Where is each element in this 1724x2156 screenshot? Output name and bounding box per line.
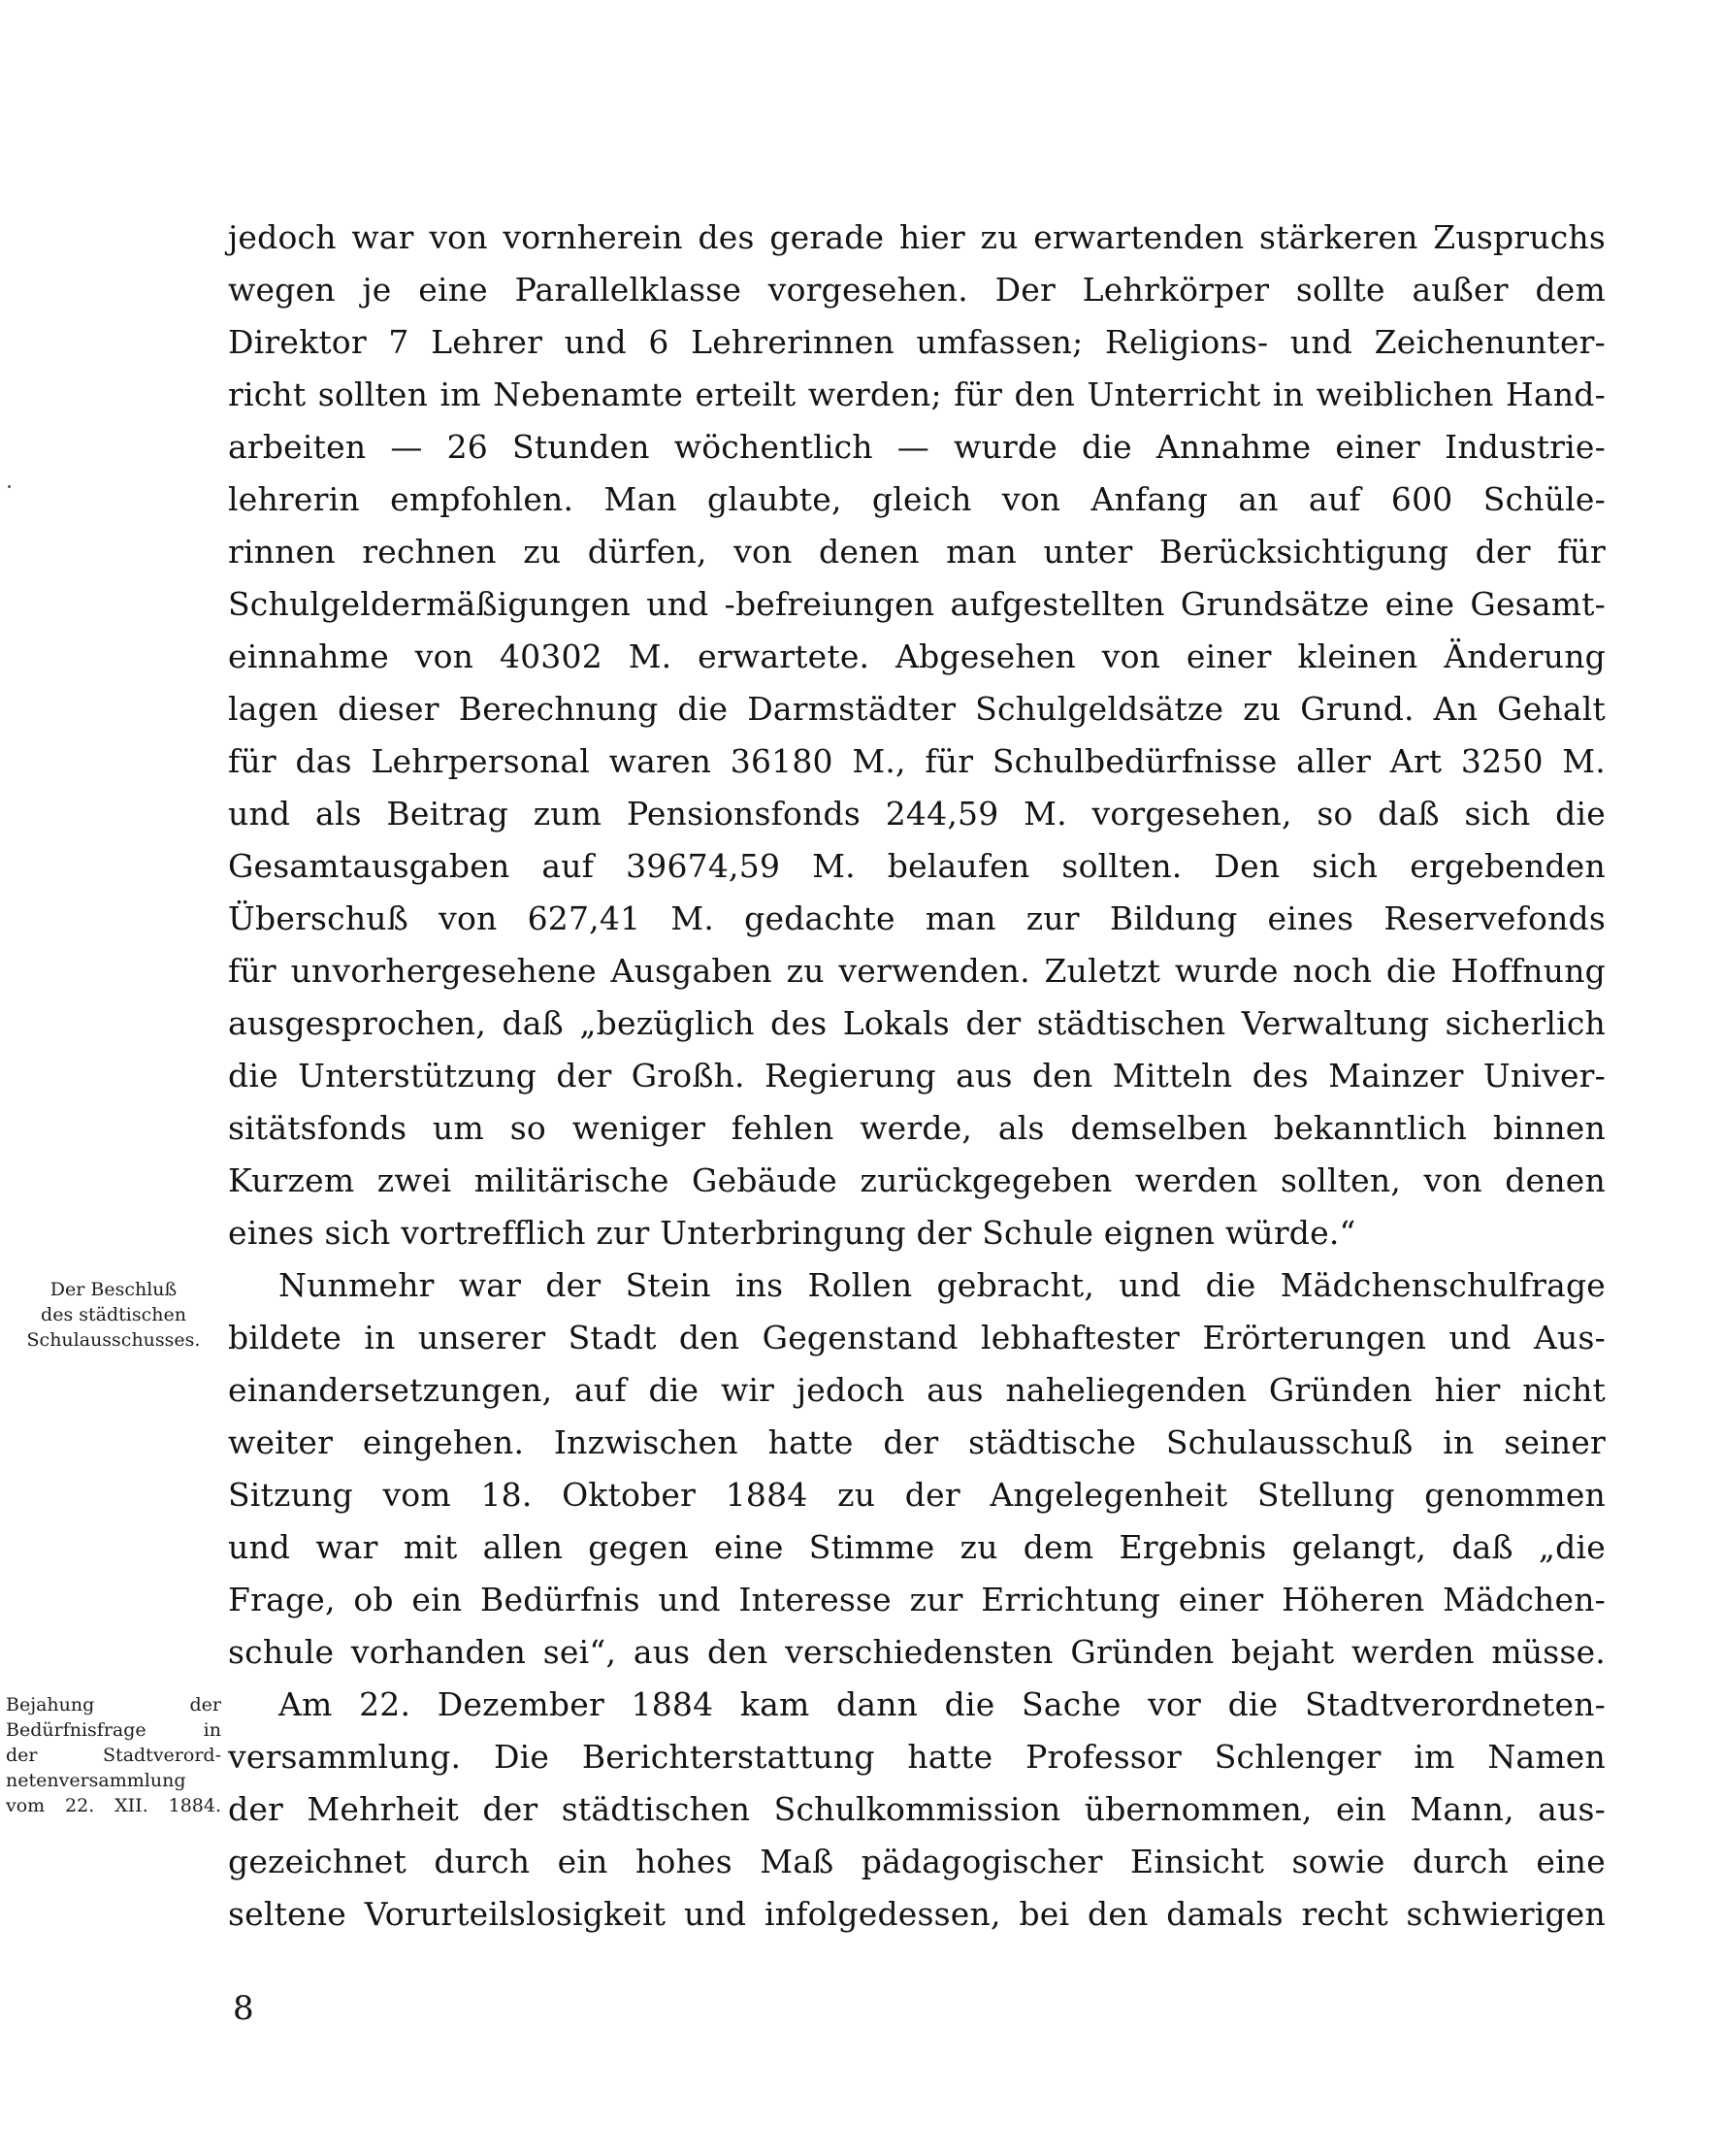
- page-number: 8: [233, 1989, 254, 2028]
- margin-note-line: Schulausschusses.: [26, 1329, 201, 1351]
- scan-speck: [8, 485, 11, 488]
- paragraph-start-line: Am 22. Dezember 1884 kam dann die Sache vor die Stadtverordneten-: [278, 1685, 1606, 1723]
- text-line: jedoch war von vornherein des gerade hier zu erwartenden stärkeren Zuspruchs: [228, 218, 1606, 256]
- text-line: gezeichnet durch ein hohes Maß pädagogischer Einsicht sowie durch eine: [228, 1843, 1606, 1880]
- text-line: Kurzem zwei militärische Gebäude zurückgegeben werden sollten, von denen: [228, 1161, 1606, 1199]
- text-line: sitätsfonds um so weniger fehlen werde, als demselben bekanntlich binnen: [228, 1109, 1606, 1147]
- margin-note-line: Bejahung der: [6, 1694, 221, 1715]
- text-line: und war mit allen gegen eine Stimme zu dem Ergebnis gelangt, daß „die: [228, 1528, 1606, 1566]
- text-line: rinnen rechnen zu dürfen, von denen man unter Berücksichtigung der für: [228, 533, 1606, 571]
- text-line: arbeiten — 26 Stunden wöchentlich — wurde die Annahme einer Industrie-: [228, 428, 1606, 466]
- text-line: Direktor 7 Lehrer und 6 Lehrerinnen umfassen; Religions- und Zeichenunter-: [228, 323, 1606, 361]
- text-line: einnahme von 40302 M. erwartete. Abgesehen von einer kleinen Änderung: [228, 637, 1606, 675]
- text-line: richt sollten im Nebenamte erteilt werden; für den Unterricht in weiblichen Hand-: [228, 376, 1606, 413]
- text-line: der Mehrheit der städtischen Schulkommission übernommen, ein Mann, aus-: [228, 1790, 1606, 1828]
- text-line: weiter eingehen. Inzwischen hatte der städtische Schulausschuß in seiner: [228, 1423, 1606, 1461]
- margin-note-line: Bedürfnisfrage in: [6, 1719, 221, 1741]
- text-line: Frage, ob ein Bedürfnis und Interesse zur Errichtung einer Höheren Mädchen-: [228, 1581, 1606, 1618]
- margin-note-beschluss: [6, 1277, 221, 1353]
- text-line: für das Lehrpersonal waren 36180 M., für Schulbedürfnisse aller Art 3250 M.: [228, 742, 1606, 780]
- text-line: wegen je eine Parallelklasse vorgesehen. Der Lehrkörper sollte außer dem: [228, 271, 1606, 309]
- text-line: Sitzung vom 18. Oktober 1884 zu der Angelegenheit Stellung genommen: [228, 1476, 1606, 1514]
- margin-note-line: Der Beschluß: [49, 1279, 178, 1300]
- text-line: schule vorhanden sei“, aus den verschiedensten Gründen bejaht werden müsse.: [228, 1633, 1606, 1671]
- text-line: versammlung. Die Berichterstattung hatte Professor Schlenger im Namen: [228, 1738, 1606, 1776]
- text-line: für unvorhergesehene Ausgaben zu verwenden. Zuletzt wurde noch die Hoffnung: [228, 952, 1606, 990]
- text-line: Schulgeldermäßigungen und -befreiungen aufgestellten Grundsätze eine Gesamt-: [228, 585, 1606, 623]
- text-line: die Unterstützung der Großh. Regierung aus den Mitteln des Mainzer Univer-: [228, 1057, 1606, 1094]
- paragraph-start-line: Nunmehr war der Stein ins Rollen gebracht, und die Mädchenschulfrage: [278, 1266, 1606, 1304]
- body-text: [228, 212, 1606, 1941]
- text-line: lagen dieser Berechnung die Darmstädter Schulgeldsätze zu Grund. An Gehalt: [228, 690, 1606, 728]
- text-line: Überschuß von 627,41 M. gedachte man zur Bildung eines Reservefonds: [228, 899, 1606, 937]
- margin-note-line: vom 22. XII. 1884.: [6, 1795, 221, 1816]
- margin-note-line: der Stadtverord-: [6, 1745, 221, 1766]
- text-line: Gesamtausgaben auf 39674,59 M. belaufen sollten. Den sich ergebenden: [228, 847, 1606, 885]
- margin-note-line: des städtischen: [41, 1304, 186, 1325]
- text-line: eines sich vortrefflich zur Unterbringung der Schule eignen würde.“: [228, 1214, 1356, 1252]
- text-line: bildete in unserer Stadt den Gegenstand lebhaftester Erörterungen und Aus-: [228, 1319, 1606, 1356]
- text-line: einandersetzungen, auf die wir jedoch aus naheliegenden Gründen hier nicht: [228, 1371, 1606, 1409]
- text-line: seltene Vorurteilslosigkeit und infolgedessen, bei den damals recht schwierigen: [228, 1895, 1606, 1933]
- margin-note-line: netenversammlung: [6, 1770, 186, 1791]
- text-line: und als Beitrag zum Pensionsfonds 244,59 M. vorgesehen, so daß sich die: [228, 795, 1606, 833]
- text-line: lehrerin empfohlen. Man glaubte, gleich von Anfang an auf 600 Schüle-: [228, 480, 1606, 518]
- margin-note-bejahung: [6, 1692, 221, 1818]
- text-line: ausgesprochen, daß „bezüglich des Lokals der städtischen Verwaltung sicherlich: [228, 1004, 1606, 1042]
